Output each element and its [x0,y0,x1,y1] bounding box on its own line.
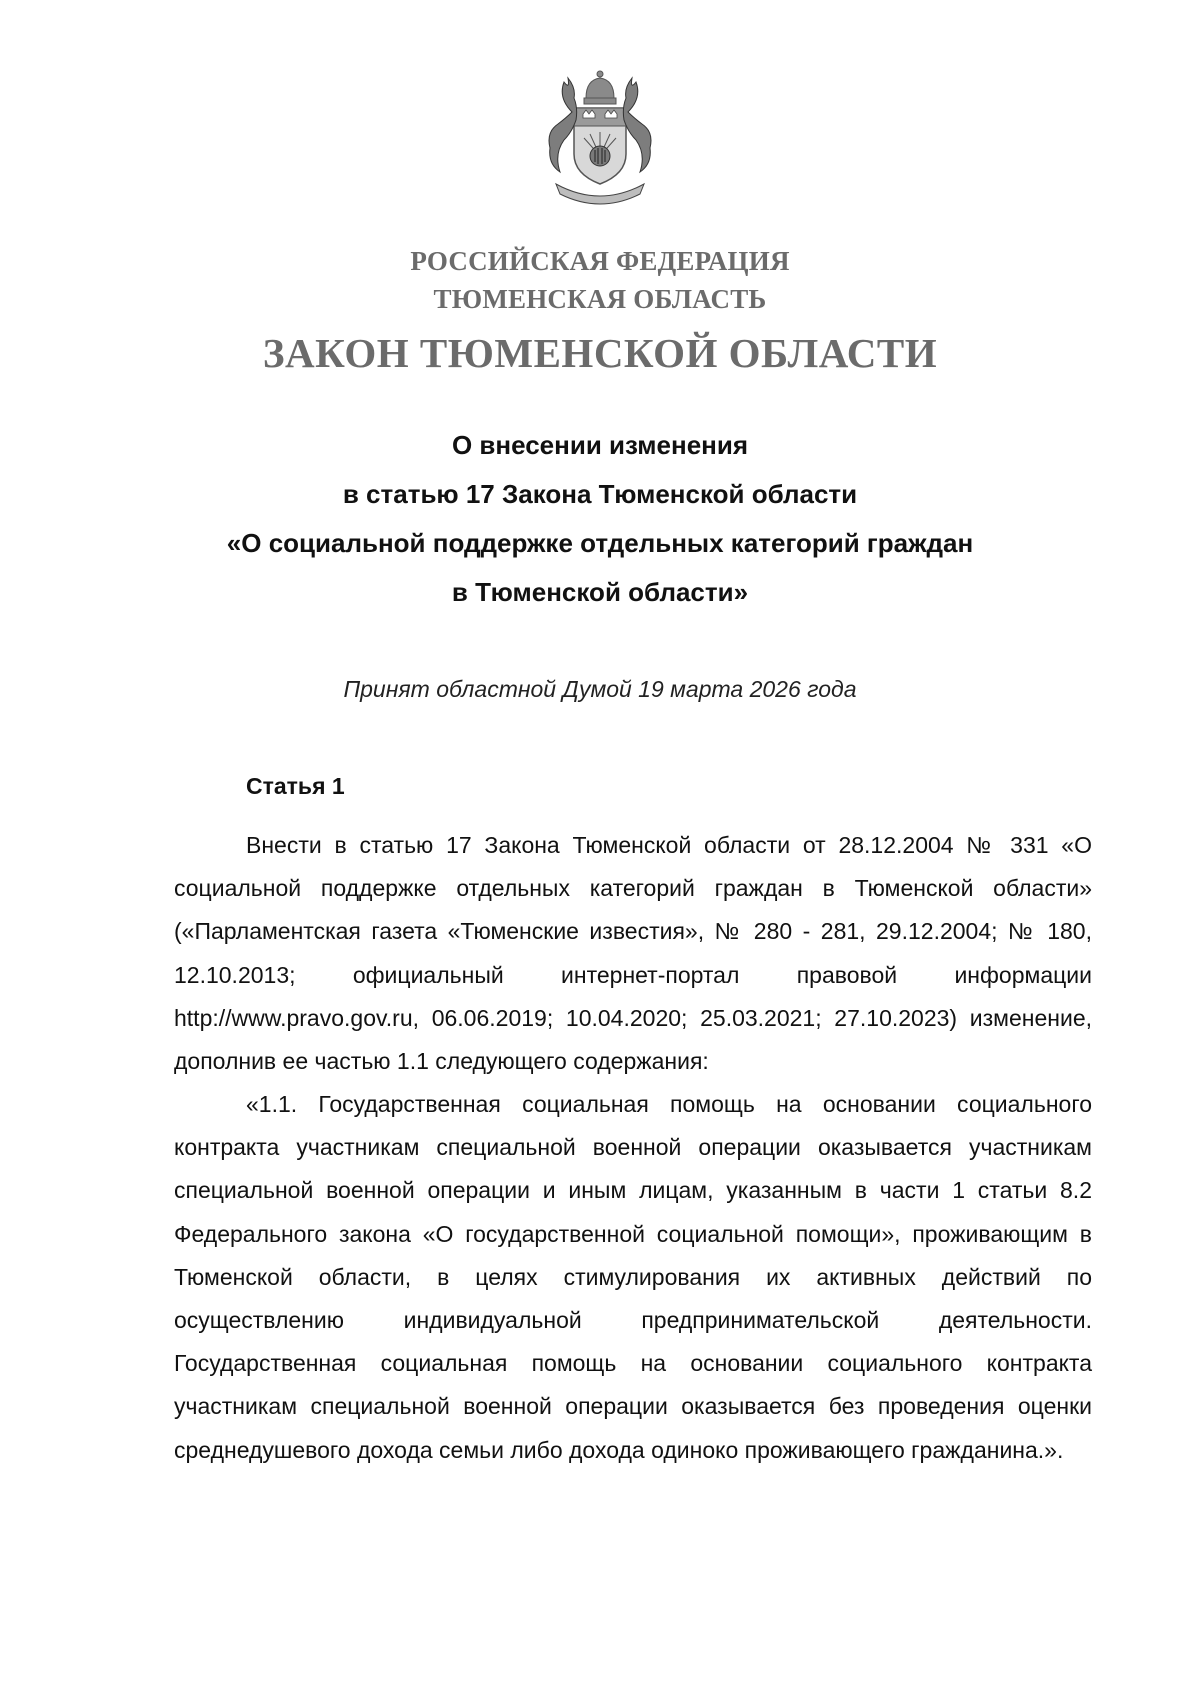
region-heading: ТЮМЕНСКАЯ ОБЛАСТЬ [433,284,767,314]
article-paragraph-1: Внести в статью 17 Закона Тюменской области от 28.12.2004 № 331 «О социальной поддержке отдельных категорий граждан в Тюменской области» («Парламентская газета «Тюменские известия», № 280 - 281, 29.12.2004; № 180, 12.10.2013; официальный интернет-портал правовой информации http://www.pravo.gov.ru, 06.06.2019; 10.04.2020; 25.03.2021; 27.10.2023) изменение, дополнив ее частью 1.1 следующего содержания: [174,832,1092,1075]
article-paragraph-2: «1.1. Государственная социальная помощь на основании социального контракта участникам специальной военной операции оказывается участникам специальной военной операции и иным лицам, указанным в части 1 статьи 8.2 Федерального закона «О государственной социальной помощи», проживающим в Тюменской области, в целях стимулирования их активных действий по осуществлению индивидуальной предпринимательской деятельности. Государственная социальная помощь на основании социального контракта участникам специальной военной операции оказывается без проведения оценки среднедушевого дохода семьи либо дохода одиноко проживающего гражданина.». [174,1091,1092,1463]
adoption-note: Принят областной Думой 19 марта 2026 года [343,676,857,702]
country-heading: РОССИЙСКАЯ ФЕДЕРАЦИЯ [410,246,790,276]
law-title-line-4: в Тюменской области» [451,577,749,607]
coat-of-arms-icon [536,68,664,206]
article-heading: Статья 1 [246,773,345,799]
law-type-heading: ЗАКОН ТЮМЕНСКОЙ ОБЛАСТИ [262,330,938,376]
law-title-line-2: в статью 17 Закона Тюменской области [342,479,858,509]
law-title-line-1: О внесении изменения [451,430,749,460]
law-title-line-3: «О социальной поддержке отдельных категорий граждан [226,528,974,558]
